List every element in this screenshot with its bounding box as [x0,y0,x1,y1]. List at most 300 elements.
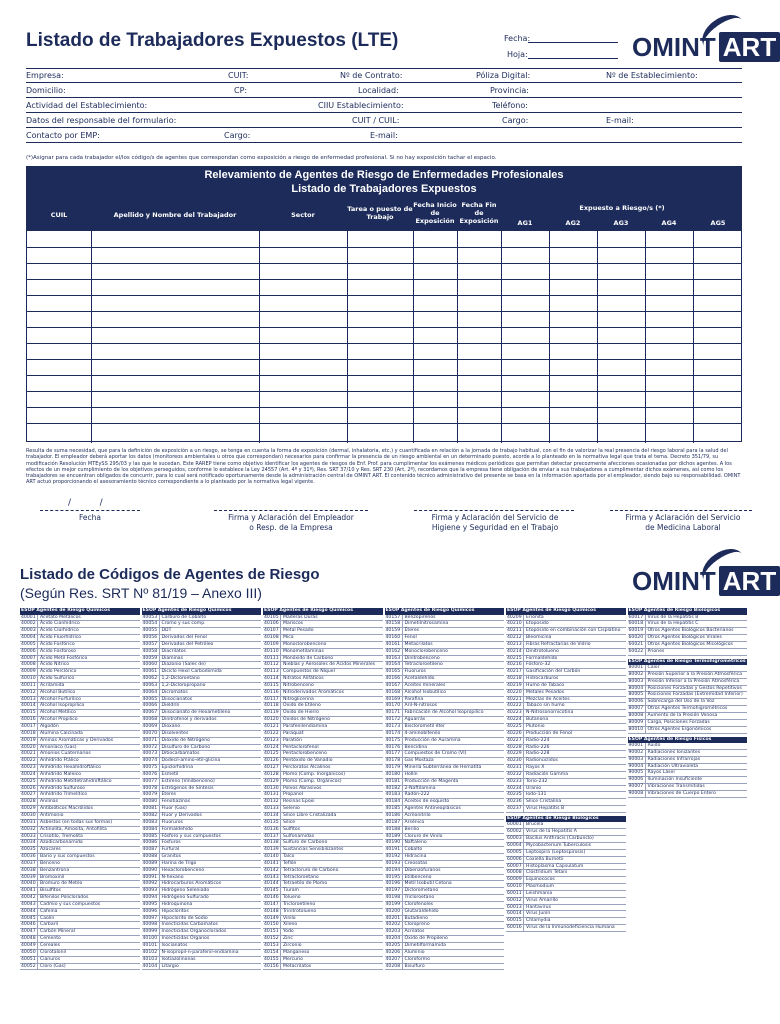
code-number: 40207 [385,957,403,963]
grid-hline [27,295,741,296]
code-agent-name: Cafeína [40,908,58,914]
code-number: 40206 [385,950,403,956]
code-number: 40115 [263,683,281,689]
code-row [263,724,383,731]
code-number: 40098 [142,922,160,928]
provincia-field[interactable]: Provincia: [490,86,529,95]
cuit-cuil-field[interactable]: CUIT / CUIL: [352,116,400,125]
contacto-emp-field[interactable]: Contacto por EMP: [26,131,100,140]
code-row [20,950,140,957]
code-row [20,717,140,724]
code-row [142,957,262,964]
code-number: 90002 [628,750,646,756]
code-agent-name: Virus de la Inmunodeficiencia Humana [526,925,615,931]
code-row [385,834,505,841]
code-row [506,615,626,622]
code-row [506,676,626,683]
code-agent-name: Etopósido en combinación con Cisplatino [526,628,621,634]
code-number: 60001 [506,822,524,828]
code-agent-name: Aumento de la Presión Venosa [647,712,718,718]
code-agent-name: Virus Amarillo [526,897,558,903]
code-agent-name: Coxiella Burnetii [526,856,564,862]
code-number: 40233 [506,779,524,785]
code-number: 40131 [263,792,281,798]
code-number: 40142 [263,868,281,874]
code-number: 40174 [385,731,403,737]
code-row [263,676,383,683]
code-row [506,758,626,765]
code-agent-name: Nitroglicerina [283,696,314,702]
col-sector: Sector [291,211,315,219]
code-agent-name: Aguarrás [404,717,426,723]
code-agent-name: Bromoxinil [40,874,65,880]
sig-higiene: Firma y Aclaración del Servicio de Higiene y Seguridad en el Trabajo [431,513,559,532]
code-agent-name: Diaminas [161,655,183,661]
code-number: 40123 [263,738,281,744]
instructions-note: (*)Asignar para cada trabajador el/los código/s de agentes que correspondan como exposición a riesgo de enfermedad profesional. Si no hay exposición tachar el espacio. [26,155,497,161]
code-agent-name: Virus de la Hepatitis C [647,621,699,627]
code-number: 40050 [20,950,38,956]
fecha-line [528,42,618,43]
code-row [20,847,140,854]
code-number: 90006 [628,777,646,783]
code-agent-name: Anhídrido Sulfuroso [40,785,85,791]
logo-text: OMINT [632,32,716,62]
code-number: 40108 [263,635,281,641]
code-row [20,820,140,827]
code-agent-name: Diciclo Hexil Carbodiimida [161,669,222,675]
code-row [506,843,626,850]
code-row [142,690,262,697]
code-agent-name: Hipoclorito de Sodio [161,915,208,921]
code-agent-name: Benceno [40,860,60,866]
code-row [263,683,383,690]
code-row [20,738,140,745]
code-agent-name: Tetraetilo de Plomo [283,881,328,887]
code-agent-name: Leptospira (Leptospirosis) [526,849,586,855]
code-row [385,820,505,827]
code-agent-name: Tricloroetileno [283,901,316,907]
code-agent-name: Otros Agentes Biológicos Bacterianos [647,628,734,634]
code-row [142,738,262,745]
code-agent-name: Hidrógeno Sulfurado [161,895,209,901]
code-agent-name: Bencidina [404,744,428,750]
poliza-field[interactable]: Póliza Digital: [476,71,531,80]
code-number: 40008 [20,662,38,668]
code-number: 40007 [20,656,38,662]
codes-column [20,608,140,1024]
code-number: 40052 [20,964,38,970]
code-row [142,676,262,683]
code-number: 40199 [385,902,403,908]
cp-field[interactable]: CP: [234,86,248,95]
code-agent-name: N-hexano [161,874,184,880]
code-agent-name: Acrilatos [404,929,425,935]
code-row [142,669,262,676]
code-agent-name: Esmetil [161,771,179,777]
code-number: 40135 [263,820,281,826]
code-number: 40223 [506,710,524,716]
code-agent-name: Arsénico [404,819,425,825]
code-number: 60010 [506,884,524,890]
code-row [385,676,505,683]
cargo-field[interactable]: Cargo: [502,116,529,125]
code-number: 40099 [142,929,160,935]
codes-column [628,608,767,1024]
code-agent-name: Tiuram [283,888,300,894]
code-number: 40155 [263,957,281,963]
code-row [20,813,140,820]
fecha-sig-line [40,510,140,511]
code-row [506,857,626,864]
code-row [142,964,262,971]
code-agent-name: Nitrobenceno [283,682,314,688]
code-number: 40015 [20,710,38,716]
code-number: 40103 [142,957,160,963]
code-agent-name: Tricloroetano [404,895,435,901]
code-agent-name: Sílice Libre Cristalizada [283,812,337,818]
code-row [385,806,505,813]
grid-hline [27,343,741,344]
code-number: 40096 [142,909,160,915]
code-agent-name: Radiación Ultravioleta [647,763,699,769]
code-agent-name: Tetracloroetano [283,874,319,880]
code-number: 40042 [20,895,38,901]
code-number: 40117 [263,697,281,703]
code-agent-name: Alcohol Propílico [40,717,78,723]
col-fin: Fecha Fin de Exposición [459,201,499,225]
code-agent-name: Sulfitos [283,826,301,832]
code-row [20,703,140,710]
responsable-field[interactable]: Datos del responsable del formulario: [26,116,177,125]
code-number: 40069 [142,724,160,730]
code-number: 40013 [20,697,38,703]
table-body[interactable] [27,231,741,443]
code-row [506,683,626,690]
code-row [506,786,626,793]
code-agent-name: Hantavirus [526,904,551,910]
code-number: 40017 [20,724,38,730]
code-number: 40218 [506,676,524,682]
code-row [385,950,505,957]
code-number: 40045 [20,916,38,922]
code-number: 40063 [142,683,160,689]
code-number: 40034 [20,840,38,846]
codes-title: Listado de Códigos de Agentes de Riesgo [20,566,320,583]
col-ag2: AG2 [565,219,581,227]
code-row [20,957,140,964]
row3-rule [26,112,742,113]
code-agent-name: Hollín [404,771,418,777]
code-row [506,669,626,676]
code-number: 40068 [142,717,160,723]
code-agent-name: Plasmodium [526,884,555,890]
omint-art-logo [630,18,777,64]
code-agent-name: Azúcares [40,847,61,853]
code-row [142,861,262,868]
code-number: 60015 [506,918,524,924]
code-agent-name: Maderas Duras [283,614,318,620]
code-number: 40010 [20,676,38,682]
code-row [628,791,748,798]
page-title: Listado de Trabajadores Expuestos (LTE) [26,30,399,51]
code-number: 60018 [628,621,646,627]
code-agent-name: Dinitrofenol y derivados [161,717,217,723]
code-number: 40182 [385,786,403,792]
cuit-field[interactable]: CUIT: [228,71,249,80]
code-number: 40200 [385,909,403,915]
code-row [628,757,748,764]
code-agent-name: Plomo (Comp. Orgánicos) [283,778,342,784]
code-number: 60021 [628,642,646,648]
code-agent-name: Bario y sus compuestos [40,854,95,860]
code-number: 40152 [263,936,281,942]
code-agent-name: Talco [283,854,295,860]
code-number: 40237 [506,806,524,812]
code-row [142,827,262,834]
code-row [628,750,748,757]
code-number: 40130 [263,786,281,792]
code-row [385,861,505,868]
code-number: 40036 [20,854,38,860]
code-row [506,870,626,877]
code-number: 40192 [385,854,403,860]
code-number: 40148 [263,909,281,915]
code-agent-name: Dimetilformamida [404,943,446,948]
contacto-cargo-field[interactable]: Cargo: [224,131,251,140]
code-agent-name: Ácido Fluorhídrico [40,635,82,641]
code-number: 40212 [506,635,524,641]
code-row [263,731,383,738]
code-number: 40234 [506,786,524,792]
code-number: 40026 [20,786,38,792]
code-row [142,628,262,635]
code-agent-name: Pentaclorofenol [283,744,319,750]
code-number: 40073 [142,751,160,757]
code-agent-name: Aceites de esquisto [404,799,450,805]
code-number: 40220 [506,690,524,696]
code-row [142,642,262,649]
code-row [142,758,262,765]
code-number: 40061 [142,669,160,675]
contacto-email-field[interactable]: E-mail: [370,131,398,140]
code-agent-name: Aceites minerales [404,682,446,688]
code-number: 40180 [385,772,403,778]
code-number: 40208 [385,964,403,970]
code-number: 40064 [142,690,160,696]
codes-subtitle: (Según Res. SRT Nº 81/19 – Anexo III) [20,585,262,601]
code-number: 40133 [263,806,281,812]
code-number: 40095 [142,902,160,908]
code-agent-name: Producción de Auramina [404,737,461,743]
establecimiento-field[interactable]: Nº de Establecimiento: [606,71,698,80]
code-agent-name: Harina de Trigo [161,860,197,866]
code-number: 40084 [142,827,160,833]
code-agent-name: Fosfuros [161,840,181,846]
code-agent-name: Torio-232 [526,778,548,784]
email-field[interactable]: E-mail: [606,116,634,125]
codes-column [263,608,383,1024]
codes-column-header: ESOP Agentes de Riesgo Físicos [628,737,748,744]
code-agent-name: Erionita [526,614,544,620]
code-number: 40188 [385,827,403,833]
code-number: 40055 [142,628,160,634]
code-number: 40230 [506,758,524,764]
code-row [263,936,383,943]
code-number: 60019 [628,628,646,634]
code-row [385,656,505,663]
code-number: 40005 [20,642,38,648]
table-title-2: Listado de Trabajadores Expuestos [291,183,477,195]
domicilio-field[interactable]: Domicilio: [26,86,66,95]
code-agent-name: Pentóxido de Vanadio [283,758,333,764]
code-number: 80003 [628,679,646,685]
code-number: 40107 [263,628,281,634]
code-agent-name: Hidracina [404,854,427,860]
code-agent-name: Anhídrido Metiltetrahidroftálico [40,778,112,784]
code-number: 60008 [506,870,524,876]
code-row [506,806,626,813]
code-number: 40023 [20,765,38,771]
code-number: 40116 [263,690,281,696]
code-row [506,792,626,799]
code-row [506,765,626,772]
code-number: 40156 [263,964,281,970]
code-agent-name: Aluminio [404,949,425,955]
code-row [385,669,505,676]
code-number: 60003 [506,836,524,842]
code-number: 40072 [142,745,160,751]
code-number: 40183 [385,792,403,798]
code-number: 40101 [142,943,160,949]
code-row [385,881,505,888]
code-row [385,964,505,971]
code-number: 40077 [142,779,160,785]
code-row [20,909,140,916]
code-number: 40141 [263,861,281,867]
actividad-field[interactable]: Actividad del Establecimiento: [26,101,148,110]
code-agent-name: Dinitrobenceno [404,655,440,661]
code-number: 40171 [385,710,403,716]
telefono-field[interactable]: Teléfono: [492,101,528,110]
code-number: 40198 [385,895,403,901]
code-number: 40178 [385,758,403,764]
code-row [20,902,140,909]
empresa-field[interactable]: Empresa: [26,71,64,80]
code-number: 40004 [20,635,38,641]
code-agent-name: Radio-226 [526,744,550,750]
col-tarea: Tarea o puesto de Trabajo [347,205,413,221]
code-agent-name: Plomo (Comp. Inorgánicos) [283,771,346,777]
code-row [142,649,262,656]
code-agent-name: Metil Isobutil Cetona [404,881,452,887]
code-agent-name: Granitos [161,854,181,860]
code-row [20,690,140,697]
code-number: 40087 [142,847,160,853]
code-number: 90003 [628,757,646,763]
code-number: 60002 [506,829,524,835]
code-agent-name: Percloratos Alcalinos [283,765,331,771]
code-number: 80010 [628,727,646,733]
code-number: 40215 [506,656,524,662]
code-agent-name: Chlamydia [526,918,551,924]
code-number: 60013 [506,905,524,911]
code-row [385,765,505,772]
code-number: 40181 [385,779,403,785]
contrato-field[interactable]: Nº de Contrato: [340,71,403,80]
code-agent-name: Fluor (Gas) [161,806,187,812]
code-number: 40136 [263,827,281,833]
code-agent-name: Mercurio [283,956,303,962]
col-expuesto: Expuesto a Riesgo/s (*) [579,204,665,212]
date-slashes: / / [68,498,103,508]
code-agent-name: Epiclorhidrina [161,765,194,771]
code-agent-name: Monometilaminas [283,648,324,654]
code-number: 60020 [628,635,646,641]
code-agent-name: Alúmina Calcinada [40,730,83,736]
code-number: 40196 [385,881,403,887]
code-number: 40079 [142,792,160,798]
code-agent-name: Anhídrido Hexahidroftálico [40,765,101,771]
code-row [263,888,383,895]
code-row [385,662,505,669]
code-row [263,642,383,649]
code-number: 40227 [506,738,524,744]
code-agent-name: Ácido Fosforoso [40,648,76,654]
code-row [263,820,383,827]
localidad-field[interactable]: Localidad: [358,86,399,95]
code-number: 40195 [385,875,403,881]
code-row [263,649,383,656]
code-number: 40153 [263,943,281,949]
code-row [263,717,383,724]
code-row [263,916,383,923]
code-row [385,813,505,820]
code-agent-name: Anhídrido Maleico [40,771,82,777]
code-agent-name: Antimonio [40,812,64,818]
code-agent-name: Carbón Mineral [40,929,75,935]
code-row [142,621,262,628]
code-row [263,868,383,875]
code-agent-name: Virus Hepatitis B [526,806,565,812]
code-row [263,806,383,813]
ciiu-field[interactable]: CIIU Establecimiento: [318,101,404,110]
code-agent-name: Alcohol Isopropílico [40,703,85,709]
code-number: 90004 [628,764,646,770]
code-agent-name: Carbaril [40,922,59,928]
logo-text: OMINT [632,566,716,596]
code-row [142,779,262,786]
code-row [506,697,626,704]
code-number: 40145 [263,888,281,894]
code-agent-name: Selenio [283,806,300,812]
code-agent-name: Alcohol Metílico [40,710,76,716]
code-row [142,635,262,642]
code-agent-name: Nitratos Alifáticos [283,676,324,682]
code-row [506,731,626,738]
code-row [628,672,748,679]
code-agent-name: Posiciones Forzadas (Extremidad Inferior) [647,692,743,698]
code-agent-name: Sobrecarga del Uso de la Voz [647,699,715,705]
code-agent-name: Virus Junín [526,911,551,917]
codes-column-header: ESOP Agentes de Riesgo Biológicos [628,608,748,615]
code-row [142,683,262,690]
code-number: 60022 [628,649,646,655]
row5-rule [26,142,742,143]
code-agent-name: Dicromatos [161,689,188,695]
code-number: 40201 [385,916,403,922]
code-number: 40075 [142,765,160,771]
